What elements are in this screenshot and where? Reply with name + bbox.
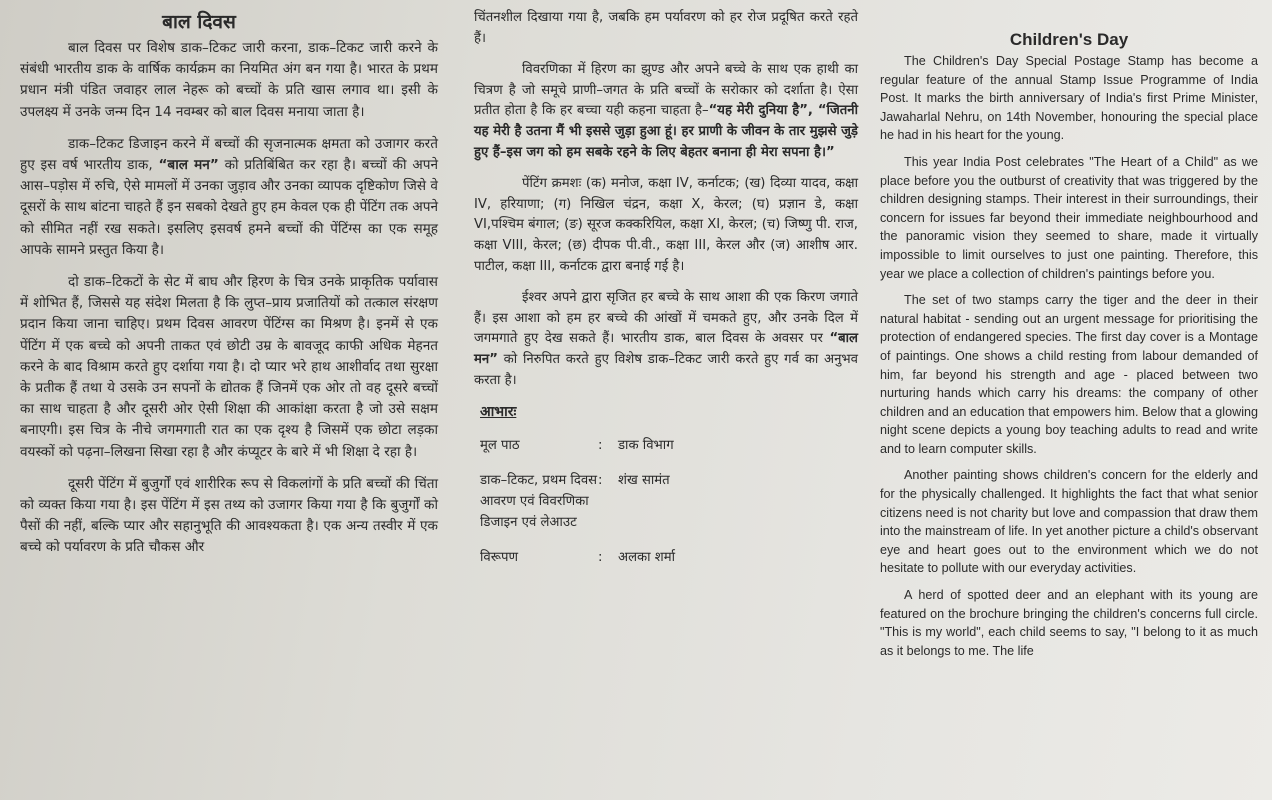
ack-separator: :: [598, 550, 603, 566]
english-paragraph-3: The set of two stamps carry the tiger and the deer in their natural habitat - sending out an urgent message for prioritising the protection of endangered species. The first day cover is a Montage of paintings. One shows a child resting from labour demanded of him, far beyond his strength and age - placed between two nurturing hands which carry his dreams: the company of other children and an education that empowers him. Below that a glowing night scene depicts a young boy teaching adults to read and write and to learn computer skills.: [880, 293, 1258, 456]
hindi-p2-text-b: को प्रतिबिंबित कर रहा है। बच्चों की अपने आस–पड़ोस में रुचि, ऐसे मामलों में उनका जुड़ाव और उनका व्यापक दृष्टिकोण जिसे वे दूसरों के साथ बांटना चाहते हैं इन सबको देखते हुए हम केवल एक ही पेंटिंग तक अपने को सीमित नहीं रख सकते। इसलिए इसवर्ष हमने बच्चों की पेंटिंग्स का एक समूह आपके सामने प्रस्तुत किया है।: [20, 157, 438, 258]
acknowledgement-row: [480, 470, 858, 533]
hindi-m2-text: विवरणिका में हिरण का झुण्ड और अपने बच्चे के साथ एक हाथी का चित्रण है जो समूचे प्राणी–जगत के प्रति बच्चों के सरोकार को दर्शाता है। ऐसा प्रतीत होता है कि हर बच्चा यही कहना चाहता है–: [474, 62, 858, 119]
hindi-paragraph-4: दूसरी पेंटिंग में बुजुर्गों एवं शारीरिक रूप से विकलांगों के प्रति बच्चों की चिंता को व्यक्त किया गया है। इस पेंटिंग में इस तथ्य को उजागर किया गया है कि बुजुर्गों को पैसों की नहीं, बल्कि प्यार और सहानुभूति की आवश्यकता है। एक अन्य तस्वीर में एक बच्चे को पर्यावरण के प्रति चौकस और: [20, 475, 438, 556]
hindi-paragraph-2: [20, 134, 438, 261]
acknowledgement-row: [480, 435, 858, 456]
english-paragraph-4: Another painting shows children's concern for the elderly and for the physically challenged. It highlights the fact that what senior citizens need is not charity but love and compassion that draw them into the mainstream of life. In yet another picture a child's observant eye and heart goes out to the environment which we do not hesitate to pollute with our everyday activities.: [880, 468, 1258, 576]
english-paragraph-5: A herd of spotted deer and an elephant with its young are featured on the brochure bringing the children's concerns full circle. "This is my world", each child seems to say, "I belong to it as much as it belongs to me. The life: [880, 588, 1258, 658]
hindi-m2-quote: “यह मेरी दुनिया है”, “जितनी यह मेरी है उतना मैं भी इससे जुड़ा हुआ हूं। हर प्राणी के जीवन के तार मुझसे जुड़े हुए हैं–इस जग को हम सबके रहने के लिए बेहतर बनाना ही मेरा सपना है।”: [474, 103, 858, 160]
hindi-column-middle: [474, 8, 858, 582]
hindi-m4-quote: “बाल मन”: [474, 331, 858, 367]
ack-value: डाक विभाग: [618, 438, 674, 454]
hindi-paragraph-3: दो डाक–टिकटों के सेट में बाघ और हिरण के चित्र उनके प्राकृतिक पर्यावास में शोभित हैं, जिससे यह संदेश मिलता है कि लुप्त–प्राय प्रजातियों को तत्काल संरक्षण प्रदान किया जाना चाहिए। प्रथम दिवस आवरण पेंटिंग्स का मिश्रण है। इनमें से एक पेंटिंग में एक बच्चे को अपनी ताकत एवं छोटी उम्र के बावजूद काफी अधिक मेहनत करने के बाद विश्राम करते हुए दर्शाया गया है। दो प्यार भरे हाथ आशीर्वाद तथा सुरक्षा के प्रतीक हैं तथा ये उसके उन सपनों के द्योतक हैं जिनमें एक ओर तो वह दूसरे बच्चों का साथ चाहता है और दूसरी ओर ऐसी शिक्षा की आकांक्षा करता है जो उसे सक्षम बनाएगी। इस चित्र के नीचे जगमगाती रात का एक दृश्य है जिसमें एक छोटा लड़का वयस्कों को पढ़ना–लिखना सिखा रहा है और कंप्यूटर के बारे में भी शिक्षा दे रहा है।: [20, 274, 438, 460]
ack-value: शंख सामंत: [618, 473, 670, 489]
english-column: [880, 8, 1258, 668]
hindi-middle-paragraph-1: चिंतनशील दिखाया गया है, जबकि हम पर्यावरण को हर रोज प्रदूषित करते रहते हैं।: [474, 10, 858, 46]
ack-separator: :: [598, 473, 603, 489]
english-paragraph-1: The Children's Day Special Postage Stamp has become a regular feature of the annual Stamp Issue Programme of India Post. It marks the birth anniversary of India's first Prime Minister, Jawaharlal Nehru, on 14th November, honouring the special place he had in his heart for the young.: [880, 54, 1258, 143]
ack-value: अलका शर्मा: [618, 550, 676, 566]
hindi-m4-text-b: को निरुपित करते हुए विशेष डाक–टिकट जारी करते हुए गर्व का अनुभव करता है।: [474, 351, 858, 388]
hindi-p2-quote: “बाल मन”: [158, 157, 219, 174]
english-paragraph-2: This year India Post celebrates "The Heart of a Child" as we place before you the outburst of creativity that was triggered by the children designing stamps. Their interest in their surroundings, their concern for issues far beyond their immediate neighbourhood and the panoramic vision they seemed to share, made it virtually impossible to limit ourselves to just one painting. Therefore, this year we place a collection of children's paintings before you.: [880, 154, 1258, 281]
hindi-p2-text-a: डाक–टिकट डिजाइन करने में बच्चों की सृजनात्मक क्षमता को उजागर करते हुए इस वर्ष भारतीय डाक,: [20, 135, 438, 174]
ack-label: विरूपण: [480, 550, 519, 566]
ack-separator: :: [598, 438, 603, 454]
acknowledgement-row: [480, 547, 858, 568]
english-title: Children's Day: [1009, 30, 1129, 49]
hindi-title: बाल दिवस: [162, 11, 236, 33]
hindi-middle-paragraph-3: पेंटिंग क्रमशः (क) मनोज, कक्षा IV, कर्नाटक; (ख) दिव्या यादव, कक्षा IV, हरियाणा; (ग) निखिल चंद्रन, कक्षा X, केरल; (घ) प्रज्ञान डे, कक्षा VI,पश्चिम बंगाल; (ङ) सूरज कक्करियिल, कक्षा XI, केरल; (च) जिष्णु पी. राज, कक्षा VIII, केरल; (छ) दीपक पी.वी., कक्षा III, केरल और (ज) आशीष आर. पाटील, कक्षा III, कर्नाटक द्वारा बनाई गई है।: [474, 176, 858, 274]
hindi-m4-text-a: ईश्वर अपने द्वारा सृजित हर बच्चे के साथ आशा की एक किरण जगाते हैं। इस आशा को हम हर बच्चे की आंखों में चमकते हुए, और उनके दिल में जगमगाते हुए देख सकते हैं। भारतीय डाक, बाल दिवस के अवसर पर: [474, 290, 858, 347]
hindi-column-left: [20, 8, 438, 570]
hindi-middle-paragraph-4: [474, 288, 858, 391]
acknowledgement-heading: आभारः: [480, 404, 517, 421]
hindi-paragraph-1: बाल दिवस पर विशेष डाक–टिकट जारी करना, डाक–टिकट जारी करने के संबंधी भारतीय डाक के वार्षिक कार्यक्रम का नियमित अंग बन गया है। भारत के प्रथम प्रधान मंत्री पंडित जवाहर लाल नेहरू को बच्चों के प्रति खास लगाव था। इसी के उपलक्ष्य में उनके जन्म दिन 14 नवम्बर को बाल दिवस मनाया जाता है।: [20, 40, 438, 120]
ack-label: डाक–टिकट, प्रथम दिवस आवरण एवं विवरणिका डिजाइन एवं लेआउट: [480, 473, 598, 531]
ack-label: मूल पाठ: [480, 438, 520, 454]
hindi-middle-paragraph-2: [474, 60, 858, 163]
